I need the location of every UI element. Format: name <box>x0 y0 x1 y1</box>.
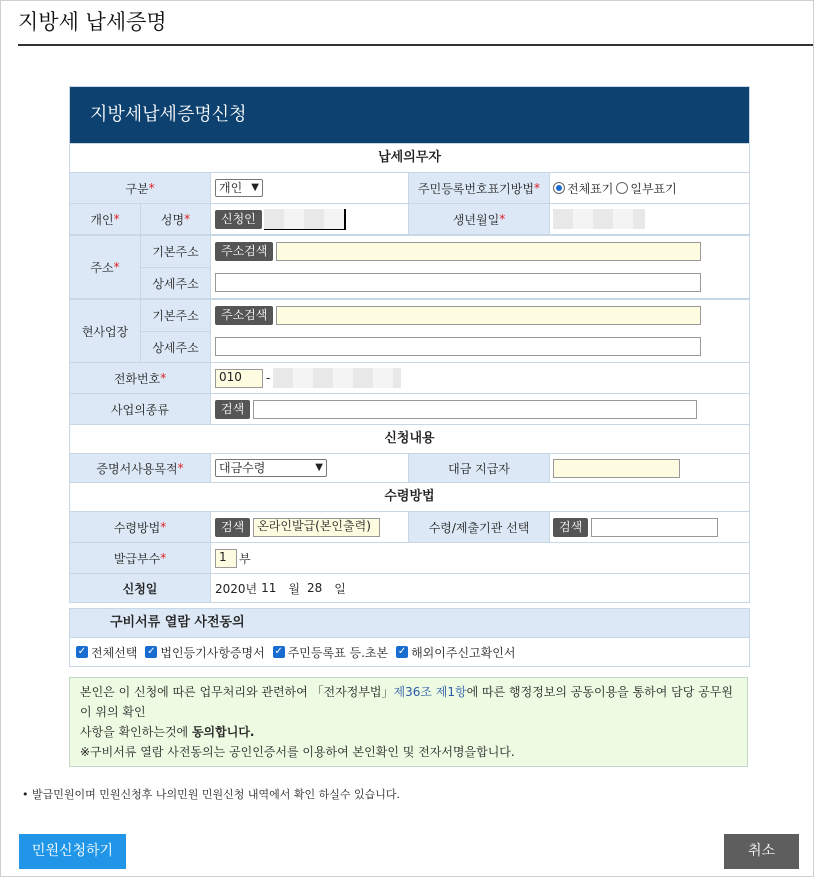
phone-cell <box>215 363 401 393</box>
payer-cell <box>553 454 680 482</box>
phone-label: 전화번호 * <box>70 363 211 393</box>
receive-method-label: 수령방법 * <box>70 512 211 542</box>
chevron-down-icon: ▼ <box>251 182 259 193</box>
institution-cell <box>553 512 718 542</box>
address-detail-label: 상세주소 <box>141 267 211 298</box>
category-cell <box>215 173 263 203</box>
row-phone <box>70 362 749 393</box>
institution-input[interactable] <box>591 518 718 537</box>
application-form <box>69 86 750 603</box>
birth-cell <box>553 204 645 234</box>
rrn-display-options: 전체표기 일부표기 <box>553 173 677 203</box>
business-type-input[interactable] <box>253 400 697 419</box>
address-search-button[interactable]: 주소검색 <box>215 242 273 261</box>
row-apply-date <box>70 573 749 602</box>
consent-select-all[interactable]: ✓ 전체선택 <box>77 645 138 660</box>
address-label: 주소 * <box>70 236 141 298</box>
phone-separator: - <box>266 371 271 385</box>
cancel-button[interactable]: 취소 <box>724 834 799 869</box>
apply-month-unit: 월 <box>288 581 301 596</box>
row-address <box>70 234 749 298</box>
name-label: 성명 * <box>141 204 211 234</box>
row-purpose <box>70 453 749 482</box>
address-basic-input[interactable] <box>276 242 701 261</box>
rrn-display-label: 주민등록번호표기방법 * <box>408 173 550 203</box>
consent-box <box>69 608 750 667</box>
consent-corporate-registry[interactable]: ✓ 법인등기사항증명서 <box>147 645 265 660</box>
institution-label: 수령/제출기관 선택 <box>408 512 550 542</box>
notice-line-1: 본인은 이 신청에 따른 업무처리와 관련하여 「전자정부법」제36조 제1항에 따른 행정정보의 공동이용을 통하여 담당 공무원이 위의 확인 <box>80 685 733 719</box>
checkbox-checked-icon: ✓ <box>397 646 407 657</box>
row-copies <box>70 542 749 573</box>
section-receipt: 수령방법 <box>70 482 749 511</box>
checkbox-checked-icon: ✓ <box>274 646 283 657</box>
business-detail-cell <box>215 331 701 362</box>
payer-label: 대금 지급자 <box>408 454 550 482</box>
receive-method-cell <box>215 512 380 542</box>
checkbox-checked-icon: ✓ <box>147 646 156 657</box>
institution-search-button[interactable]: 검색 <box>553 518 588 537</box>
apply-month: 11 <box>261 581 277 595</box>
receive-method-input[interactable]: 온라인발급(본인출력) <box>253 518 380 537</box>
business-address-search-button[interactable]: 주소검색 <box>215 306 273 325</box>
address-basic-label: 기본주소 <box>141 236 211 267</box>
row-business-type <box>70 393 749 424</box>
row-name <box>70 203 749 234</box>
business-detail-label: 상세주소 <box>141 331 211 362</box>
copies-unit: 부 <box>239 551 251 566</box>
apply-day: 28 <box>307 581 323 595</box>
section-taxpayer: 납세의무자 <box>70 143 749 172</box>
name-masked-field <box>264 209 346 230</box>
applicant-button[interactable]: 신청인 <box>215 210 262 229</box>
birth-label: 생년월일 * <box>408 204 550 234</box>
category-select[interactable]: 개인 ▼ <box>215 179 263 197</box>
copies-cell <box>215 543 251 573</box>
business-basic-cell <box>215 300 701 331</box>
business-type-search-button[interactable]: 검색 <box>215 400 250 419</box>
consent-notice <box>69 677 748 767</box>
business-address-label: 현사업장 <box>70 300 141 362</box>
radio-full[interactable] <box>553 182 565 194</box>
purpose-select[interactable]: 대금수령 ▼ <box>215 459 327 477</box>
category-label: 구분 * <box>70 173 211 203</box>
consent-options <box>70 638 749 666</box>
business-type-label: 사업의종류 <box>70 394 211 424</box>
individual-label: 개인 * <box>70 204 141 234</box>
copies-input[interactable]: 1 <box>215 549 237 568</box>
checkbox-checked-icon: ✓ <box>77 646 87 657</box>
phone-prefix-input[interactable]: 010 <box>215 369 263 388</box>
apply-date-cell <box>215 574 346 602</box>
receive-method-search-button[interactable]: 검색 <box>215 518 250 537</box>
name-cell <box>215 204 346 234</box>
page-title: 지방세 납세증명 <box>18 10 167 34</box>
row-business-address <box>70 298 749 362</box>
consent-emigration-report[interactable]: ✓ 해외이주신고확인서 <box>397 645 516 660</box>
business-type-cell <box>215 394 697 424</box>
section-request: 신청내용 <box>70 424 749 453</box>
consent-title: 구비서류 열람 사전동의 <box>70 609 749 638</box>
business-basic-input[interactable] <box>276 306 701 325</box>
copies-label: 발급부수 * <box>70 543 211 573</box>
consent-resident-registration[interactable]: ✓ 주민등록표 등.초본 <box>274 645 389 660</box>
row-category <box>70 172 749 203</box>
address-basic-cell <box>215 236 701 267</box>
business-detail-input[interactable] <box>215 337 701 356</box>
law-link[interactable]: 제36조 제1항 <box>393 685 467 699</box>
apply-year: 2020년 <box>215 581 258 596</box>
purpose-cell <box>215 454 327 482</box>
form-header: 지방세납세증명신청 <box>70 87 749 143</box>
purpose-label: 증명서사용목적 * <box>70 454 211 482</box>
radio-partial[interactable] <box>616 182 628 194</box>
apply-date-label: 신청일 <box>70 574 211 602</box>
address-detail-cell <box>215 267 701 298</box>
notice-line-2: 사항을 확인하는것에 동의합니다. <box>80 725 255 739</box>
submit-button[interactable]: 민원신청하기 <box>19 834 126 869</box>
footnote: • 발급민원이며 민원신청후 나의민원 민원신청 내역에서 확인 하실수 있습니다. <box>22 788 400 801</box>
business-basic-label: 기본주소 <box>141 300 211 331</box>
payer-input[interactable] <box>553 459 680 478</box>
title-divider <box>18 44 813 46</box>
chevron-down-icon: ▼ <box>315 462 323 473</box>
notice-line-3: ※구비서류 열람 사전동의는 공인인증서를 이용하여 본인확인 및 전자서명을합니다. <box>80 745 515 759</box>
phone-masked-field <box>273 368 401 388</box>
apply-day-unit: 일 <box>334 581 346 596</box>
row-receive-method <box>70 511 749 542</box>
birth-masked-field <box>553 209 645 229</box>
address-detail-input[interactable] <box>215 273 701 292</box>
